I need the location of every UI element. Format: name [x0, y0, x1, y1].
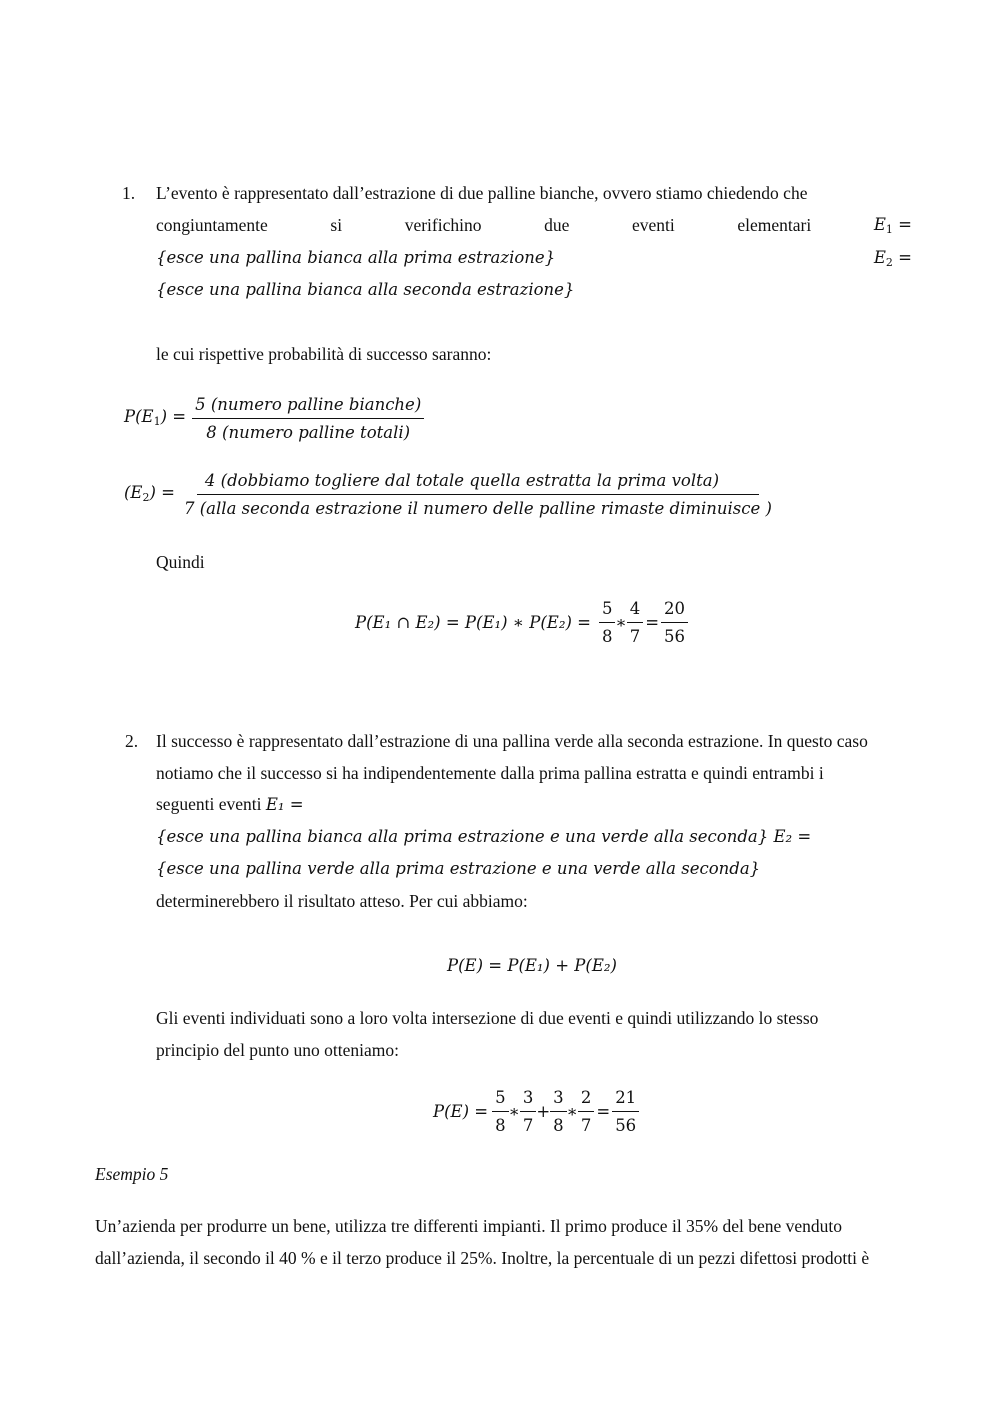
- word: verifichino: [404, 215, 482, 235]
- example-title: Esempio 5: [95, 1164, 169, 1184]
- item-1-line-1: L’evento è rappresentato dall’estrazione di due palline bianche, ovvero stiamo chiedendo che: [156, 183, 808, 203]
- item-2-number: 2.: [125, 731, 139, 751]
- final-lhs: P(E) =: [433, 1102, 489, 1121]
- times-operator: ∗: [615, 613, 627, 632]
- item-1-line-2: [156, 214, 912, 241]
- e1-inline: E₁ =: [265, 795, 304, 814]
- item-2-line-5: {esce una pallina verde alla prima estrazione e una verde alla seconda}: [156, 859, 761, 878]
- fraction-21-56: $\frac{21}{56}$: [612, 1087, 639, 1137]
- item-2-line-4: {esce una pallina bianca alla prima estrazione e una verde alla seconda} E₂ =: [156, 827, 812, 846]
- item-2-line-3: seguenti eventi E₁ =: [156, 794, 304, 814]
- final-equation: [433, 1087, 639, 1137]
- equals-sign: =: [596, 1102, 611, 1121]
- example-line-1: Un’azienda per produrre un bene, utilizza tre differenti impianti. Il primo produce il 35% del bene venduto: [95, 1216, 843, 1236]
- e1-label: $E_1$ =: [873, 215, 912, 236]
- item-1-number: 1.: [122, 183, 136, 203]
- p-e2-equation: [124, 470, 775, 520]
- e2-set: {esce una pallina bianca alla seconda estrazione}: [156, 280, 575, 299]
- quindi-label: Quindi: [156, 552, 205, 572]
- fraction-3-8: $\frac{3}{8}$: [550, 1087, 567, 1137]
- p-e2-lhs: $(E_2)$ =: [124, 482, 175, 504]
- fraction-2-7: $\frac{2}{7}$: [578, 1087, 595, 1137]
- word: eventi: [631, 215, 675, 235]
- word: due: [544, 215, 570, 235]
- e1-set: {esce una pallina bianca alla prima estrazione}: [156, 248, 556, 267]
- p-e1-numerator: 5 (numero palline bianche): [192, 394, 424, 419]
- e2-label: $E_2$ =: [873, 248, 912, 269]
- item-1-intro: le cui rispettive probabilità di successo saranno:: [156, 344, 492, 364]
- item-1-line-3: [156, 247, 912, 274]
- item-2-paragraph-line-1: Gli eventi individuati sono a loro volta intersezione di due eventi e quindi utilizzando lo stesso: [156, 1008, 819, 1028]
- item-2-line-2: notiamo che il successo si ha indipendentemente dalla prima pallina estratta e quindi entrambi i: [156, 763, 824, 783]
- fraction-5-8: $\frac{5}{8}$: [599, 598, 616, 648]
- word: elementari: [737, 215, 812, 235]
- item-2-line-6: determinerebbero il risultato atteso. Per cui abbiamo:: [156, 891, 528, 911]
- fraction-5-8: $\frac{5}{8}$: [492, 1087, 509, 1137]
- item-2-line-1: Il successo è rappresentato dall’estrazione di una pallina verde alla seconda estrazione. In questo caso: [156, 731, 868, 751]
- item-2-paragraph-line-2: principio del punto uno otteniamo:: [156, 1040, 400, 1060]
- word: si: [330, 215, 343, 235]
- sum-equation: P(E) = P(E₁) + P(E₂): [447, 956, 617, 975]
- p-e1-lhs: $P(E_1)$ =: [124, 406, 187, 428]
- fraction-4-7: $\frac{4}{7}$: [627, 598, 644, 648]
- fraction-20-56: $\frac{20}{56}$: [661, 598, 688, 648]
- equals-sign: =: [645, 613, 660, 632]
- times-operator: ∗: [508, 1102, 520, 1121]
- plus-operator: +: [536, 1102, 551, 1121]
- p-e1-denominator: 8 (numero palline totali): [206, 423, 411, 442]
- example-line-2: dall’azienda, il secondo il 40 % e il terzo produce il 25%. Inoltre, la percentuale di un pezzi difettosi prodotti è: [95, 1248, 870, 1268]
- p-e2-denominator: 7 (alla seconda estrazione il numero delle palline rimaste diminuisce ): [184, 499, 772, 518]
- intersection-lhs: P(E₁ ∩ E₂) = P(E₁) ∗ P(E₂) =: [355, 613, 591, 632]
- word: congiuntamente: [156, 215, 268, 235]
- fraction-3-7: $\frac{3}{7}$: [520, 1087, 537, 1137]
- p-e2-fraction: [181, 470, 775, 520]
- p-e1-equation: [124, 394, 424, 444]
- p-e1-fraction: [192, 394, 424, 444]
- times-operator: ∗: [566, 1102, 578, 1121]
- intersection-equation: [355, 598, 688, 648]
- p-e2-numerator: 4 (dobbiamo togliere dal totale quella estratta la prima volta): [197, 470, 759, 495]
